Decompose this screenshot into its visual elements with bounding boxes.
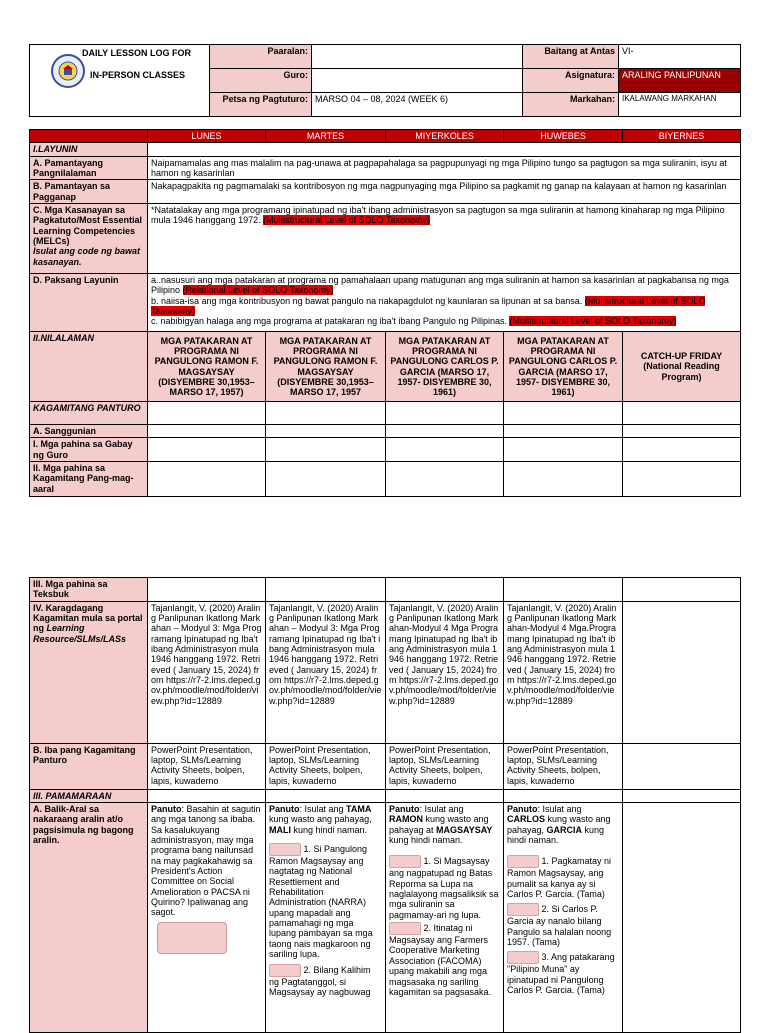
lesson-table-2 [29, 577, 741, 1033]
balik-aral-lunes: Panuto: Basahin at sagutin ang mga tanong sa ibaba. Sa kasalukuyang administrasyon, may mga programa bang nailunsad na may pagkakahawig sa President's Action Committee on Social Amelioration o PACSA ni Quirino? Ipaliwanag ang sagot. [148, 803, 266, 1033]
melc-text-cell [148, 204, 741, 274]
title-line-2: IN-PERSON CLASSES [90, 70, 186, 80]
answer-box[interactable] [507, 951, 539, 964]
nilalaman-biyernes: CATCH-UP FRIDAY (National Reading Program) [623, 332, 741, 402]
karagdagang-label-ital: Learning Resource/SLMs/LASs [33, 623, 127, 644]
paksang-layunin-cell [148, 274, 741, 332]
gabay-guro-label: I. Mga pahina sa Gabay ng Guro [30, 438, 148, 462]
guro-value [312, 69, 523, 93]
nilalaman-lunes: MGA PATAKARAN AT PROGRAMA NI PANGULONG RAMON F. MAGSAYSAY (DISYEMBRE 30,1953– MARSO 17, 1957) [148, 332, 266, 402]
iba-pang-kagamitan-label: B. Iba pang Kagamitang Panturo [30, 743, 148, 789]
markahan-value: IKALAWANG MARKAHAN [619, 93, 741, 117]
asignatura-value: ARALING PANLIPUNAN [619, 69, 741, 93]
answer-box[interactable] [269, 964, 301, 977]
answer-box[interactable] [507, 903, 539, 916]
petsa-value: MARSO 04 – 08, 2024 (WEEK 6) [312, 93, 523, 117]
iba-kagamitan-huwebes: PowerPoint Presentation, laptop, SLMs/Learning Activity Sheets, bolpen, lapis, kuwaderno [504, 743, 623, 789]
answer-box[interactable] [507, 855, 539, 868]
header-table [29, 44, 741, 117]
layunin-heading: I.LAYUNIN [30, 143, 148, 156]
reference-huwebes: Tajanlangit, V. (2020) Araling Panlipunan Ikatlong Markahan-Modyul 4 Mga.Programang Ipinatupad ng Iba't ibang Administrasyon mula 1946 hanggang 1972. Retrieved ( January 15, 2024) from https://r7-2.lms.deped.gov.ph/moodle/mod/folder/view.php?id=12889 [504, 601, 623, 743]
iba-kagamitan-miyerkoles: PowerPoint Presentation, laptop, SLMs/Learning Activity Sheets, bolpen, lapis, kuwaderno [386, 743, 504, 789]
melc-text: *Natatalakay ang mga programang ipinatupad ng iba't ibang administrasyon sa pagtugon sa mga suliranin at hamong kinaharap ng mga Pilipino mula 1946 hanggang 1972. [151, 205, 725, 226]
day-header-huwebes: HUWEBES [504, 130, 623, 143]
iba-kagamitan-lunes: PowerPoint Presentation, laptop, SLMs/Learning Activity Sheets, bolpen, lapis, kuwaderno [148, 743, 266, 789]
nilalaman-martes: MGA PATAKARAN AT PROGRAMA NI PANGULONG RAMON F. MAGSAYSAY (DISYEMBRE 30,1953– MARSO 17, 1957 [266, 332, 386, 402]
melc-label-cell [30, 204, 148, 274]
pang-mag-aaral-label: II. Mga pahina sa Kagamitang Pang-mag-aaral [30, 462, 148, 497]
nilalaman-heading: II.NILALAMAN [30, 332, 148, 402]
balik-aral-miyerkoles: Panuto: Isulat ang RAMON kung wasto ang pahayag at MAGSAYSAY kung hindi naman. 1. Si Magsaysay ang nagpatupad ng Batas Reporma sa Lupa na naglalayong magsaliksik sa mga suliranin sa pagmamay-ari ng lupa. 2. Itinatag ni Magsaysay ang Farmers Cooperative Marketing Association (FACOMA) upang makabili ang mga magsasaka ng sariling kagamitan sa pagsasaka. [386, 803, 504, 1033]
balik-aral-huwebes: Panuto: Isulat ang CARLOS kung wasto ang pahayag, GARCIA kung hindi naman. 1. Pagkamatay ni Ramon Magsaysay, ang pumalit sa kanya ay si Carlos P. Garcia. (Tama) 2. Si Carlos P. Garcia ay nanalo bilang Pangulo sa halalan noong 1957. (Tama) 3. Ang patakarang "Pilipino Muna" ay ipinatupad ni Pangulong Carlos P. Garcia. (Tama) [504, 803, 623, 1033]
pamantayan-pagganap-label: B. Pamantayan sa Pagganap [30, 180, 148, 204]
guro-label: Guro: [210, 69, 312, 93]
teksbuk-label: III. Mga pahina sa Teksbuk [30, 578, 148, 602]
scroll-image [157, 922, 227, 954]
layunin-a-tag: (Relational Level of SOLO Taxonomy) [182, 285, 334, 296]
nilalaman-huwebes: MGA PATAKARAN AT PROGRAMA NI PANGULONG CARLOS P. GARCIA (MARSO 17, 1957- DISYEMBRE 30, 1961) [504, 332, 623, 402]
day-header-blank [30, 130, 148, 143]
kagamitan-heading: KAGAMITANG PANTURO [30, 402, 148, 425]
melc-solo-tag: (Multistructural Level of SOLO Taxonomy) [263, 215, 431, 226]
sanggunian-label: A. Sanggunian [30, 425, 148, 438]
header-title-cell [30, 45, 210, 117]
layunin-c-tag: (Multistructural Level of SOLO Taxonomy) [509, 316, 677, 327]
day-header-miyerkoles: MIYERKOLES [386, 130, 504, 143]
answer-box[interactable] [269, 843, 301, 856]
melc-label: C. Mga Kasanayan sa Pagkatuto/Most Essential Learning Competencies (MELCs) [33, 205, 143, 247]
lesson-table-1 [29, 129, 741, 497]
balik-aral-martes: Panuto: Isulat ang TAMA kung wasto ang pahayag, MALI kung hindi naman. 1. Si Pangulong Ramon Magsaysay ang nagtatag ng National Resettlement and Rehabilitation Administration (NARRA) upang mapadali ang pamamahagi ng mga lupang pambayan sa mga taong nais magkaroon ng sariling lupa. 2. Bilang Kalihim ng Pagtatanggol, si Magsaysay ay nagbuwag [266, 803, 386, 1033]
paaralan-value [312, 45, 523, 69]
day-header-martes: MARTES [266, 130, 386, 143]
reference-miyerkoles: Tajanlangit, V. (2020) Araling Panlipunan Ikatlong Markahan-Modyul 4 Mga Programang Ipinatupad ng Iba't ibang Administrasyon mula 1946 hanggang 1972. Retrieved ( January 15, 2024) from https://r7-2.lms.deped.gov.ph/moodle/mod/folder/view.php?id=12889 [386, 601, 504, 743]
petsa-label: Petsa ng Pagtuturo: [210, 93, 312, 117]
reference-martes: Tajanlangit, V. (2020) Araling Panlipunan Ikatlong Markahan – Modyul 3: Mga Programang Ipinatupad ng Iba't ibang Administrasyon mula 1946 hanggang 1972. Retrieved ( January 15, 2024) from https://r7-2.lms.deped.gov.ph/moodle/mod/folder/view.php?id=12889 [266, 601, 386, 743]
markahan-label: Markahan: [523, 93, 619, 117]
pamantayang-pangnilalaman-label: A. Pamantayang Pangnilalaman [30, 156, 148, 180]
melc-label-note: Isulat ang code ng bawat kasanayan. [33, 246, 141, 267]
pamamaraan-heading: III. PAMAMARAAN [30, 789, 148, 802]
paaralan-label: Paaralan: [210, 45, 312, 69]
baitang-value: VI- [619, 45, 741, 69]
day-header-lunes: LUNES [148, 130, 266, 143]
answer-box[interactable] [389, 855, 421, 868]
deped-seal-logo [51, 54, 85, 88]
iba-kagamitan-martes: PowerPoint Presentation, laptop, SLMs/Learning Activity Sheets, bolpen, lapis, kuwaderno [266, 743, 386, 789]
balik-aral-label: A. Balik-Aral sa nakaraang aralin at/o pagsisimula ng bagong aralin. [30, 803, 148, 1033]
title-line-1: DAILY LESSON LOG FOR [82, 48, 192, 58]
layunin-b-tag: (Multistructural Level of SOLO Taxonomy) [151, 295, 706, 317]
layunin-c-text: c. nabibigyan halaga ang mga programa at patakaran ng iba't ibang Pangulo ng Pilipinas. [151, 316, 507, 327]
nilalaman-miyerkoles: MGA PATAKARAN AT PROGRAMA NI PANGULONG CARLOS P. GARCIA (MARSO 17, 1957- DISYEMBRE 30, 1961) [386, 332, 504, 402]
baitang-label: Baitang at Antas [523, 45, 619, 69]
paksang-layunin-label: D. Paksang Layunin [30, 274, 148, 332]
answer-box[interactable] [389, 922, 421, 935]
karagdagang-label-cell [30, 601, 148, 743]
layunin-a-text: a..nasusuri ang mga patakaran at programa ng pamahalaan upang matugunan ang mga suliranin at hamon sa kasarinlan at pagkabansa ng mga Pilipino [151, 275, 729, 296]
asignatura-label: Asignatura: [523, 69, 619, 93]
pamantayan-pagganap-text: Nakapagpakita ng pagmamalaki sa kontribosyon ng mga nagpunyaging mga Pilipino sa pagkamit ng ganap na kalayaan at hamon ng kasarinlan [148, 180, 741, 204]
day-header-biyernes: BIYERNES [623, 130, 741, 143]
karagdagang-label: IV. Karagdagang Kagamitan mula sa portal ng [33, 602, 143, 634]
layunin-b-text: b. naiisa-isa ang mga kontribusyon ng bawat pangulo na nakapagdulot ng kaunlaran sa lipunan at sa bansa. [151, 295, 583, 306]
reference-lunes: Tajanlangit, V. (2020) Araling Panlipunan Ikatlong Markahan – Modyul 3: Mga Programang Ipinatupad ng Iba't ibang Administrasyon mula 1946 hanggang 1972. Retrieved ( January 15, 2024) from https://r7-2.lms.deped.gov.ph/moodle/mod/folder/view.php?id=12889 [148, 601, 266, 743]
pamantayang-pangnilalaman-text: Naipamamalas ang mas malalim na pag-unawa at pagpapahalaga sa pagpupunyagi ng mga Pilipino tungo sa pagtugon sa mga suliranin, isyu at hamon ng kasarinlan [148, 156, 741, 180]
